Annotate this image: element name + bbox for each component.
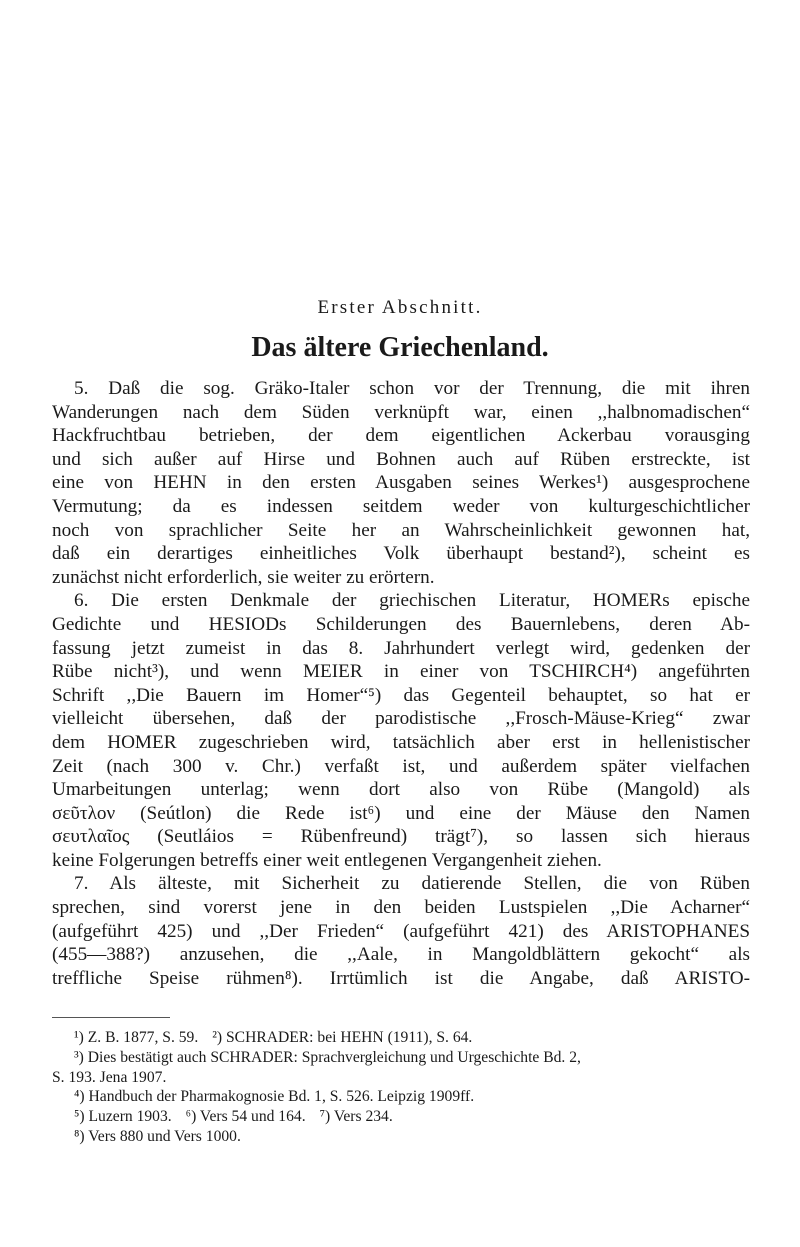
footnote-line [52,1068,750,1088]
body-line: fassung jetzt zumeist in das 8. Jahrhundert verlegt wird, gedenken der [52,637,750,659]
footnote: ⁴) Handbuch der Pharmakognosie Bd. 1, S. 526. Leipzig 1909ff. [74,1088,475,1106]
body-line: und sich außer auf Hirse und Bohnen auch auf Rüben erstreckte, ist [52,448,750,470]
footnote-rule [52,1017,170,1018]
body-line: σεῦτλον (Seútlon) die Rede ist⁶) und eine der Mäuse den Namen [52,802,750,824]
body-line: Umarbeitungen unterlag; wenn dort also von Rübe (Mangold) als [52,779,750,801]
body-line: sprechen, sind vorerst jene in den beiden Lustspielen ,,Die Acharner“ [52,897,750,919]
body-line: 5. Daß die sog. Gräko-Italer schon vor der Trennung, die mit ihren [74,378,750,399]
footnote: ¹) Z. B. 1877, S. 59. [74,1029,199,1046]
body-line: treffliche Speise rühmen⁸). Irrtümlich ist die Angabe, daß ARISTO- [52,967,750,989]
footnote: ⁶) Vers 54 und 164. [185,1108,306,1126]
chapter-title: Das ältere Griechenland. [251,332,549,363]
body-line: 7. Als älteste, mit Sicherheit zu datierende Stellen, die von Rüben [74,873,750,895]
body-line: vielleicht übersehen, daß der parodistische ,,Frosch-Mäuse-Krieg“ zwar [52,708,750,730]
body-line: Wanderungen nach dem Süden verknüpft war, einen ,,halbnomadischen“ [52,401,750,423]
footnote: ⁵) Luzern 1903. [74,1108,172,1126]
footnote-line [52,1028,750,1048]
body-line: Rübe nicht³), und wenn MEIER in einer von TSCHIRCH⁴) angeführten [52,661,750,683]
section-label: Erster Abschnitt. [317,297,483,318]
body-line: (455—388?) anzusehen, die ,,Aale, in Mangoldblättern gekocht“ als [52,944,750,966]
footnote: ⁷) Vers 234. [319,1108,393,1126]
body-text [52,377,750,990]
body-line: zunächst nicht erforderlich, sie weiter zu erörtern. [52,566,435,588]
body-line: daß ein derartiges einheitliches Volk überhaupt bestand²), scheint es [52,543,750,565]
body-line: noch von sprachlicher Seite her an Wahrscheinlichkeit gewonnen hat, [52,519,750,541]
body-line: 6. Die ersten Denkmale der griechischen Literatur, HOMERs epische [74,590,750,612]
body-line: Gedichte und HESIODs Schilderungen des Bauernlebens, deren Ab- [52,613,750,635]
body-line: (aufgeführt 425) und ,,Der Frieden“ (aufgeführt 421) des ARISTOPHANES [52,920,750,942]
footnote-line [52,1107,750,1127]
body-line: keine Folgerungen betreffs einer weit entlegenen Vergangenheit ziehen. [52,849,602,871]
footnote: S. 193. Jena 1907. [52,1068,167,1086]
body-line: Zeit (nach 300 v. Chr.) verfaßt ist, und außerdem später vielfachen [52,755,750,777]
footnote-line [52,1127,750,1147]
footnote: ⁸) Vers 880 und Vers 1000. [74,1127,241,1145]
body-line: Vermutung; da es indessen seitdem weder von kulturgeschichtlicher [52,495,750,517]
body-line: eine von HEHN in den ersten Ausgaben seines Werkes¹) ausgesprochene [52,472,750,494]
body-line: dem HOMER zugeschrieben wird, tatsächlich aber erst in hellenistischer [52,731,750,753]
footnote: ³) Dies bestätigt auch SCHRADER: Sprachvergleichung und Urgeschichte Bd. 2, [74,1048,581,1066]
footnote-line [52,1048,750,1068]
footnote-line [52,1087,750,1107]
footnotes [52,1028,750,1147]
body-line: Hackfruchtbau betrieben, der dem eigentlichen Ackerbau vorausging [52,425,750,447]
body-line: Schrift ,,Die Bauern im Homer“⁵) das Gegenteil behauptet, so hat er [52,684,750,706]
footnote: ²) SCHRADER: bei HEHN (1911), S. 64. [212,1029,473,1046]
body-line: σευτλαῖος (Seutláios = Rübenfreund) trägt⁷), so lassen sich hieraus [52,826,750,848]
